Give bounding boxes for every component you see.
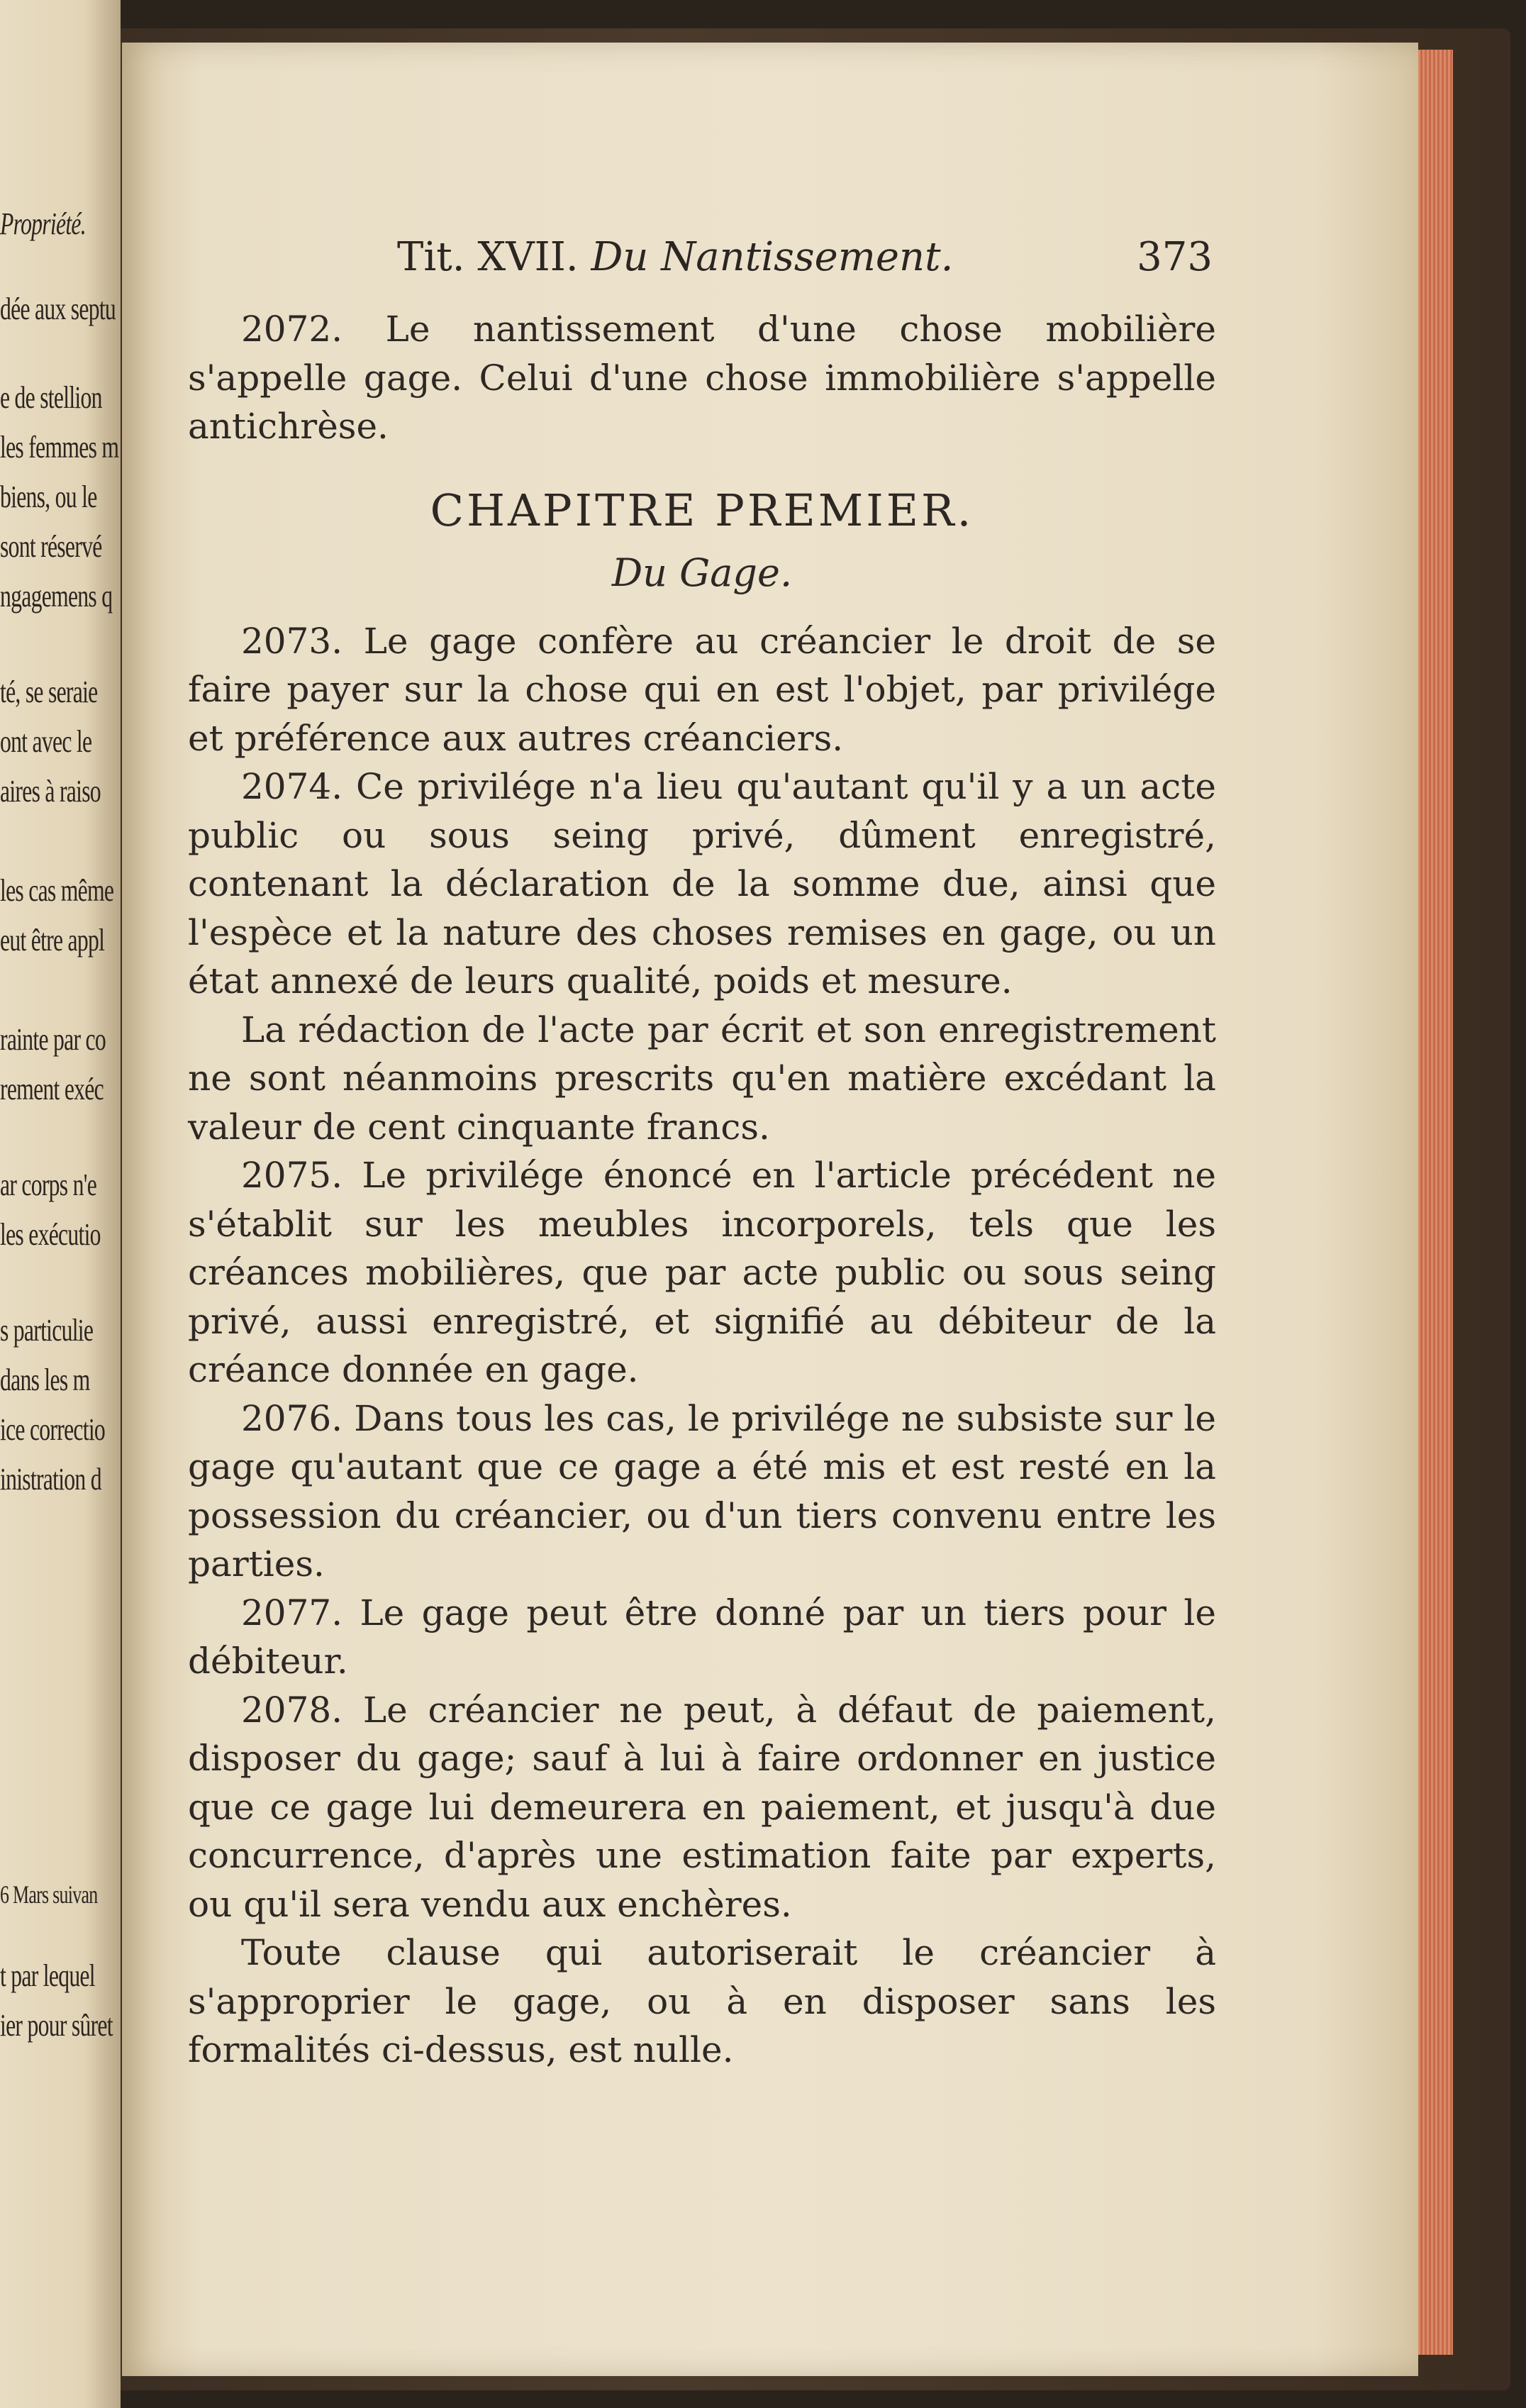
facing-line: sont réservé bbox=[0, 529, 102, 564]
facing-line: 6 Mars suivan bbox=[0, 1880, 98, 1909]
facing-line: ice correctio bbox=[0, 1412, 106, 1447]
article-2075: 2075. Le privilége énoncé en l'article précédent ne s'établit sur les meubles incorporels, tels que les créances mobilières, que par acte public ou sous seing privé, aussi enregistré, et signifié au débiteur de la créance donnée en gage. bbox=[188, 1155, 1216, 1390]
text-block bbox=[188, 305, 1216, 2075]
running-head bbox=[397, 234, 1213, 284]
chapter-subtitle: Du Gage. bbox=[611, 550, 793, 595]
running-head-title bbox=[397, 234, 953, 280]
article-2076: 2076. Dans tous les cas, le privilége ne subsiste sur le gage qu'autant que ce gage a été mis et est resté en la possession du créancier, ou d'un tiers convenu entre les parties. bbox=[188, 1397, 1216, 1585]
article-2078: 2078. Le créancier ne peut, à défaut de paiement, disposer du gage; sauf à lui à faire ordonner en justice que ce gage lui demeurera en paiement, et jusqu'à due concurrence, d'après une estimation faite par experts, ou qu'il sera vendu aux enchères. bbox=[188, 1689, 1216, 1925]
facing-page bbox=[0, 0, 121, 2408]
page-number: 373 bbox=[1137, 234, 1213, 280]
title-italic: Du Nantissement. bbox=[591, 234, 954, 280]
page-edge bbox=[1415, 50, 1453, 2355]
facing-line: s particulie bbox=[0, 1313, 94, 1348]
article-2074: 2074. Ce privilége n'a lieu qu'autant qu'il y a un acte public ou sous seing privé, dûment enregistré, contenant la déclaration de la somme due, ainsi que l'espèce et la nature des choses remises en gage, ou un état annexé de leurs qualité, poids et mesure. bbox=[188, 766, 1216, 1002]
facing-line: les exécutio bbox=[0, 1217, 101, 1252]
chapter-title: CHAPITRE PREMIER. bbox=[430, 484, 974, 536]
facing-line: rainte par co bbox=[0, 1022, 106, 1057]
facing-line: aires à raiso bbox=[0, 774, 101, 809]
facing-line: ont avec le bbox=[0, 724, 92, 759]
facing-line: ar corps n'e bbox=[0, 1167, 97, 1202]
facing-line: dans les m bbox=[0, 1363, 90, 1397]
facing-line: les cas même bbox=[0, 873, 114, 908]
facing-line: té, se seraie bbox=[0, 675, 98, 709]
article-2073: 2073. Le gage confère au créancier le droit de se faire payer sur la chose qui en est l'objet, par privilége et préférence aux autres créanciers. bbox=[188, 620, 1216, 759]
article-2077: 2077. Le gage peut être donné par un tiers pour le débiteur. bbox=[188, 1592, 1216, 1682]
facing-line: biens, ou le bbox=[0, 479, 97, 514]
facing-line: rement exéc bbox=[0, 1072, 104, 1106]
article-2078-continued: Toute clause qui autoriserait le créancier à s'approprier le gage, ou à en disposer sans les formalités ci-dessus, est nulle. bbox=[188, 1932, 1216, 2070]
facing-line: dée aux septu bbox=[0, 292, 116, 326]
facing-line: Propriété. bbox=[0, 206, 86, 241]
facing-line: ngagemens q bbox=[0, 579, 113, 614]
article-2074-continued: La rédaction de l'acte par écrit et son enregistrement ne sont néanmoins prescrits qu'en matière excédant la valeur de cent cinquante francs. bbox=[188, 1009, 1216, 1148]
facing-line: les femmes m bbox=[0, 430, 119, 465]
facing-line: ier pour sûret bbox=[0, 2008, 113, 2043]
facing-line: e de stellion bbox=[0, 380, 102, 415]
article-2072: 2072. Le nantissement d'une chose mobilière s'appelle gage. Celui d'une chose immobilière s'appelle antichrèse. bbox=[188, 309, 1216, 447]
title-prefix: Tit. XVII. bbox=[397, 234, 579, 280]
facing-line: t par lequel bbox=[0, 1958, 95, 1993]
facing-line: eut être appl bbox=[0, 923, 105, 958]
facing-line: inistration d bbox=[0, 1462, 101, 1497]
